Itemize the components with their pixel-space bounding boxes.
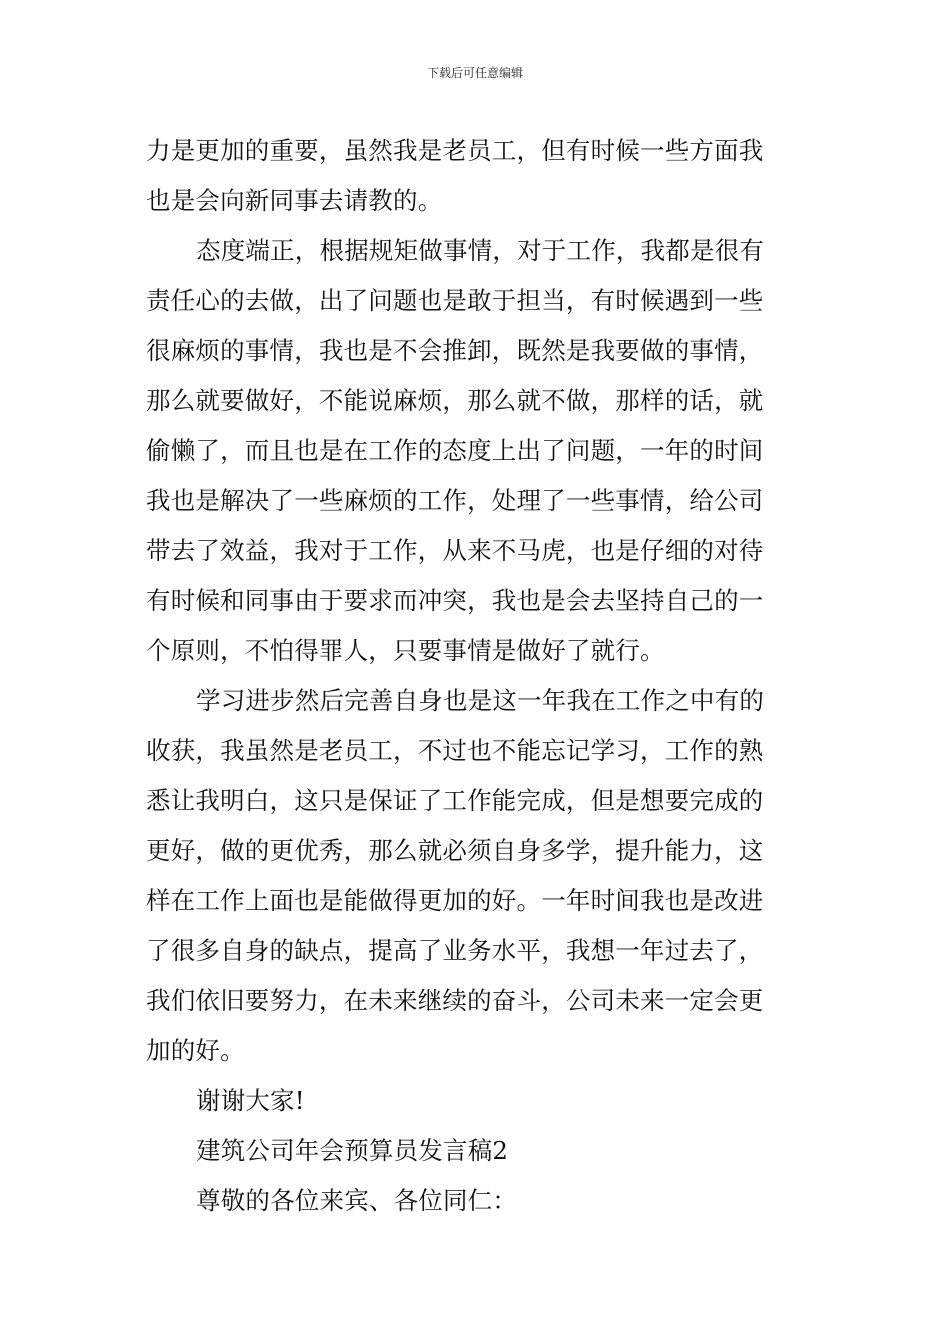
text-line: 偷懒了，而且也是在工作的态度上出了问题，一年的时间 — [146, 436, 764, 465]
text-line: 有时候和同事由于要求而冲突，我也是会去坚持自己的一 — [146, 586, 764, 615]
text-line: 力是更加的重要，虽然我是老员工，但有时候一些方面我 — [146, 136, 764, 165]
text-line: 我们依旧要努力，在未来继续的奋斗，公司未来一定会更 — [146, 986, 764, 1015]
text-line: 加的好。 — [146, 1036, 245, 1065]
text-line: 了很多自身的缺点，提高了业务水平，我想一年过去了， — [146, 936, 764, 965]
text-line: 很麻烦的事情，我也是不会推卸，既然是我要做的事情， — [146, 336, 764, 365]
closing-line: 谢谢大家! — [196, 1086, 305, 1115]
paragraph-start-line: 学习进步然后完善自身也是这一年我在工作之中有的 — [196, 686, 765, 715]
text-line: 责任心的去做，出了问题也是敢于担当，有时候遇到一些 — [146, 286, 764, 315]
page-header: 下载后可任意编辑 — [426, 66, 523, 80]
text-line: 也是会向新同事去请教的。 — [146, 186, 443, 215]
text-line: 那么就要做好，不能说麻烦，那么就不做，那样的话，就 — [146, 386, 764, 415]
paragraph-start-line: 态度端正，根据规矩做事情，对于工作，我都是很有 — [196, 236, 765, 265]
text-line: 收获，我虽然是老员工，不过也不能忘记学习，工作的熟 — [146, 736, 764, 765]
text-line: 悉让我明白，这只是保证了工作能完成，但是想要完成的 — [146, 786, 764, 815]
section-title: 建筑公司年会预算员发言稿2 — [196, 1136, 509, 1165]
text-line: 带去了效益，我对于工作，从来不马虎，也是仔细的对待 — [146, 536, 764, 565]
text-line: 样在工作上面也是能做得更加的好。一年时间我也是改进 — [146, 886, 764, 915]
salutation-line: 尊敬的各位来宾、各位同仁： — [196, 1186, 518, 1215]
text-line: 更好，做的更优秀，那么就必须自身多学，提升能力，这 — [146, 836, 764, 865]
text-line: 个原则，不怕得罪人，只要事情是做好了就行。 — [146, 636, 665, 665]
text-line: 我也是解决了一些麻烦的工作，处理了一些事情，给公司 — [146, 486, 764, 515]
document-body — [146, 126, 808, 1226]
